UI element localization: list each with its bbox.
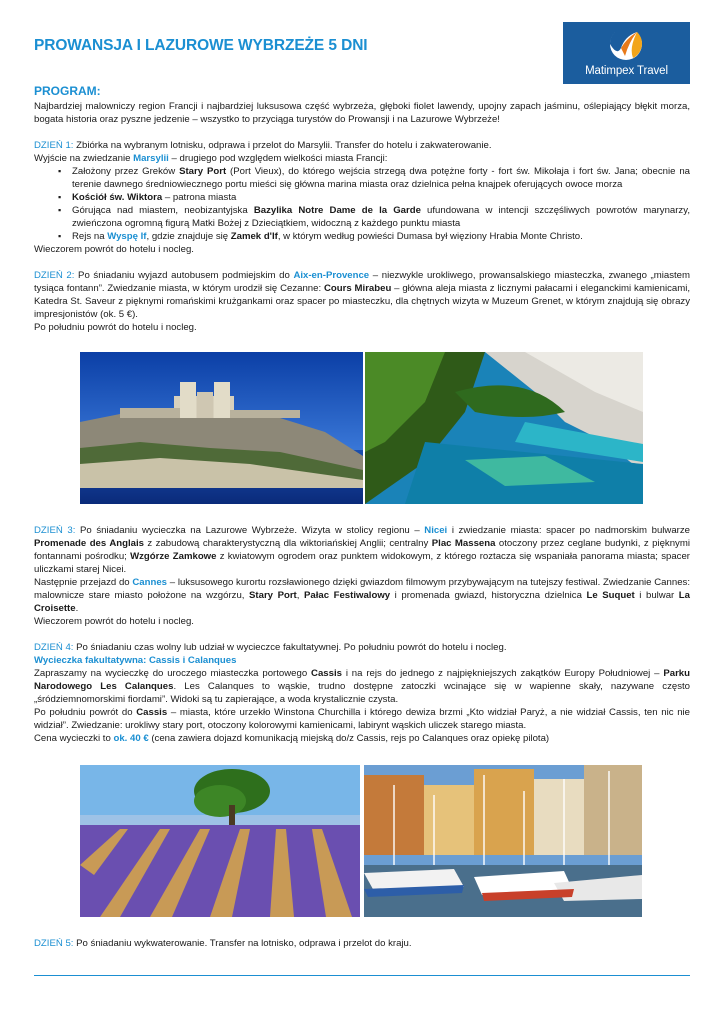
b1-post: (Port Vieux), do którego wejścia strzegą dwa potężne forty - fort św. Mikołaja i fort św. Jana; obecnie na terenie dawnego średniowiecznego portu mieści się główna marina miasta oraz dzielnica pełna knajpek oferujących owoce morza: [72, 166, 691, 190]
day2-bold: Cours Mirabeu: [323, 283, 392, 294]
day1-list: [60, 165, 690, 243]
header: [34, 22, 690, 84]
day1-label: DZIEŃ 1:: [34, 140, 74, 151]
day2-paragraph: [34, 269, 690, 321]
day3-mid2: z zabudową charakterystyczną dla wiktoriańskiej Anglii; centralny: [143, 538, 432, 549]
b3-pre: Górująca nad miastem, neobizantyjska: [72, 205, 254, 216]
b4-mid: , gdzie znajduje się: [146, 231, 231, 242]
b4-post: , w którym według powieści Dumasa był więziony Hrabia Monte Christo.: [277, 231, 583, 242]
b4-bold: Zamek d'If: [230, 231, 278, 242]
photos-top: [34, 352, 690, 504]
list-item: [60, 230, 690, 243]
day5-line: [34, 937, 690, 950]
day3-bold7: La Croisette: [34, 590, 690, 614]
day2-mid: – niezwykle urokliwego, prowansalskiego miasteczka, zwanego „miastem tysiąca fontann”. Zwiedzanie miasta, w którym urodził się Cezanne:: [34, 270, 690, 294]
day4-p3-pre: Cena wycieczki to: [34, 733, 114, 744]
day4-p1-bold1: Cassis: [311, 668, 342, 679]
harbor-boats-photo: [364, 765, 642, 917]
page-title: PROWANSJA I LAZUROWE WYBRZEŻE 5 DNI: [34, 37, 368, 54]
day1-end: Wieczorem powrót do hotelu i nocleg.: [34, 244, 194, 255]
day3-l2-mid: – luksusowego kurortu rozsławionego dzięki gwiazdom filmowym przybywającym na tutejszy festiwal. Zwiedzanie Cannes: malownicze stare miasto położone na wzgórzu,: [34, 577, 690, 601]
day3-bold2: Plac Massena: [431, 538, 496, 549]
day4-text: Po śniadaniu czas wolny lub udział w wycieczce fakultatywnej. Po południu powrót do hotelu i nocleg.: [73, 642, 507, 653]
day4-paragraph2: [34, 706, 690, 732]
b4-city: Wyspę If: [107, 231, 147, 242]
day2-post: – główna aleja miasta z licznymi pałacami i eleganckimi kamienicami, Katedra St. Saveur z pięknymi romańskimi krużgankami oraz spacer po miasteczku, dla chętnych wizyta w Muzeum Grenet, w którym znajdują się obrazy impresjonistów (ok. 5 €).: [34, 283, 690, 320]
day1-line2-post: – drugiego pod względem wielkości miasta Francji:: [168, 153, 388, 164]
day1-line1: [34, 139, 690, 152]
day3-l2-pre: Następnie przejazd do: [34, 577, 133, 588]
day3-city-nice: Nicei: [424, 525, 448, 536]
day3-paragraph2: [34, 576, 690, 615]
main-content: [34, 84, 690, 950]
day3-label: DZIEŃ 3:: [34, 525, 76, 536]
day3-l2-mid3: i bulwar: [634, 590, 679, 601]
day3-pre: Po śniadaniu wycieczka na Lazurowe Wybrzeże. Wizyta w stolicy regionu –: [75, 525, 425, 536]
day2-city: Aix-en-Provence: [293, 270, 370, 281]
day3-bold4: Stary Port: [249, 590, 297, 601]
day1-text: Zbiórka na wybranym lotnisku, odprawa i przelot do Marsylii. Transfer do hotelu i zakwaterowanie.: [73, 140, 492, 151]
day4-line1: [34, 641, 690, 654]
calanques-cove-photo: [365, 352, 643, 504]
day2-label: DZIEŃ 2:: [34, 270, 75, 281]
day3-mid1: i zwiedzanie miasta: spacer po nadmorskim bulwarze: [447, 525, 691, 536]
day5-text: Po śniadaniu wykwaterowanie. Transfer na lotnisko, odprawa i przelot do kraju.: [73, 938, 412, 949]
day4-excursion-heading: Wycieczka fakultatywna: Cassis i Calanques: [34, 655, 237, 666]
b2-bold: Kościół św. Wiktora: [72, 192, 163, 203]
day3-bold6: Le Suquet: [586, 590, 635, 601]
day3-mid4: z kwiatowym ogrodem oraz punktem widokowym, z którego roztacza się wspaniała panorama miasta; spacer uliczkami starej Nicei.: [34, 551, 690, 575]
b1-pre: Założony przez Greków: [72, 166, 180, 177]
day4-p2-bold: Cassis: [136, 707, 168, 718]
day4-paragraph3: [34, 732, 690, 745]
day4-p1-pre: Zapraszamy na wycieczkę do uroczego miasteczka portowego: [34, 668, 312, 679]
day3-paragraph1: [34, 524, 690, 576]
day3-city-cannes: Cannes: [132, 577, 168, 588]
stylized-sun-wave-logo-icon: [607, 26, 645, 62]
day5-label: DZIEŃ 5:: [34, 938, 74, 949]
lavender-field-tree-photo: [80, 765, 360, 917]
logo-text: Matimpex Travel: [585, 65, 668, 77]
program-intro: Najbardziej malowniczy region Francji i najbardziej luksusowa część wybrzeża, głęboki fiolet lawendy, upojny zapach jaśminu, oślepiający błękit morza, bogata historia oraz pyszne jedzenie – wszystko to przyciąga turystów do Prowansji i na Lazurowe Wybrzeże!: [34, 101, 690, 125]
b3-post: ufundowana w intencji szczęśliwych powrotów marynarzy, zwieńczona ogromną figurą Matki Bożej z Dzieciątkiem, widoczną z każdego punktu miasta: [72, 205, 690, 229]
day4-p1-bold2: Parku Narodowego Les Calanques: [34, 668, 690, 692]
day3-l2-mid2: i promenada gwiazd, historyczna dzielnica: [390, 590, 587, 601]
day1-line2: [34, 152, 690, 165]
day3-bold3: Wzgórze Zamkowe: [130, 551, 217, 562]
matimpex-logo[interactable]: [563, 22, 690, 84]
day3-mid3: otoczony przez ceglane budynki, z pięknymi fontannami pośrodku;: [34, 538, 690, 562]
day4-price: ok. 40 €: [113, 733, 149, 744]
day3-bold5: Pałac Festiwalowy: [303, 590, 391, 601]
day4-label: DZIEŃ 4:: [34, 642, 74, 653]
day2-end: Po południu powrót do hotelu i nocleg.: [34, 322, 197, 333]
photos-bottom: [34, 765, 690, 917]
day4-p2-pre: Po południu powrót do: [34, 707, 137, 718]
list-item: [60, 165, 690, 191]
b2-post: – patrona miasta: [162, 192, 237, 203]
b4-pre: Rejs na: [72, 231, 108, 242]
day3-end: Wieczorem powrót do hotelu i nocleg.: [34, 616, 194, 627]
footer-divider: [34, 975, 690, 976]
day3-comma: ,: [296, 590, 304, 601]
day1-city: Marsylii: [133, 153, 169, 164]
chateau-d-if-island-photo: [80, 352, 363, 504]
day4-p2-post: – miasta, które urzekło Winstona Churchilla i którego dewiza brzmi „Kto widział Paryż, a nie widział Cassis, ten nic nie widział”. Zwiedzanie: urokliwy stary port, otoczony kolorowymi kamienicami, labirynt wąskich uliczek starego miasta.: [34, 707, 690, 731]
day3-l2-end: .: [75, 603, 79, 614]
day2-pre: Po śniadaniu wyjazd autobusem podmiejskim do: [74, 270, 294, 281]
list-item: [60, 191, 690, 204]
b1-bold: Stary Port: [179, 166, 227, 177]
list-item: [60, 204, 690, 230]
day1-line2-pre: Wyjście na zwiedzanie: [34, 153, 134, 164]
b3-bold: Bazylika Notre Dame de la Garde: [253, 205, 421, 216]
day4-p3-post: (cena zawiera dojazd komunikacją miejską do/z Cassis, rejs po Calanques oraz opiekę pilota): [148, 733, 550, 744]
day4-p1-post: . Les Calanques to wąskie, trudno dostępne zatoczki wcinające się w wapienne skały, nazywane często „śródziemnomorskimi fiordami”. Widoki są tu zapierające, a woda krystalicznie czysta.: [34, 681, 690, 705]
day4-p1-mid: i na rejs do jednego z najpiękniejszych zakątków Europy Południowej –: [341, 668, 664, 679]
program-heading: PROGRAM:: [34, 84, 101, 98]
day4-paragraph1: [34, 667, 690, 706]
day3-bold1: Promenade des Anglais: [34, 538, 144, 549]
